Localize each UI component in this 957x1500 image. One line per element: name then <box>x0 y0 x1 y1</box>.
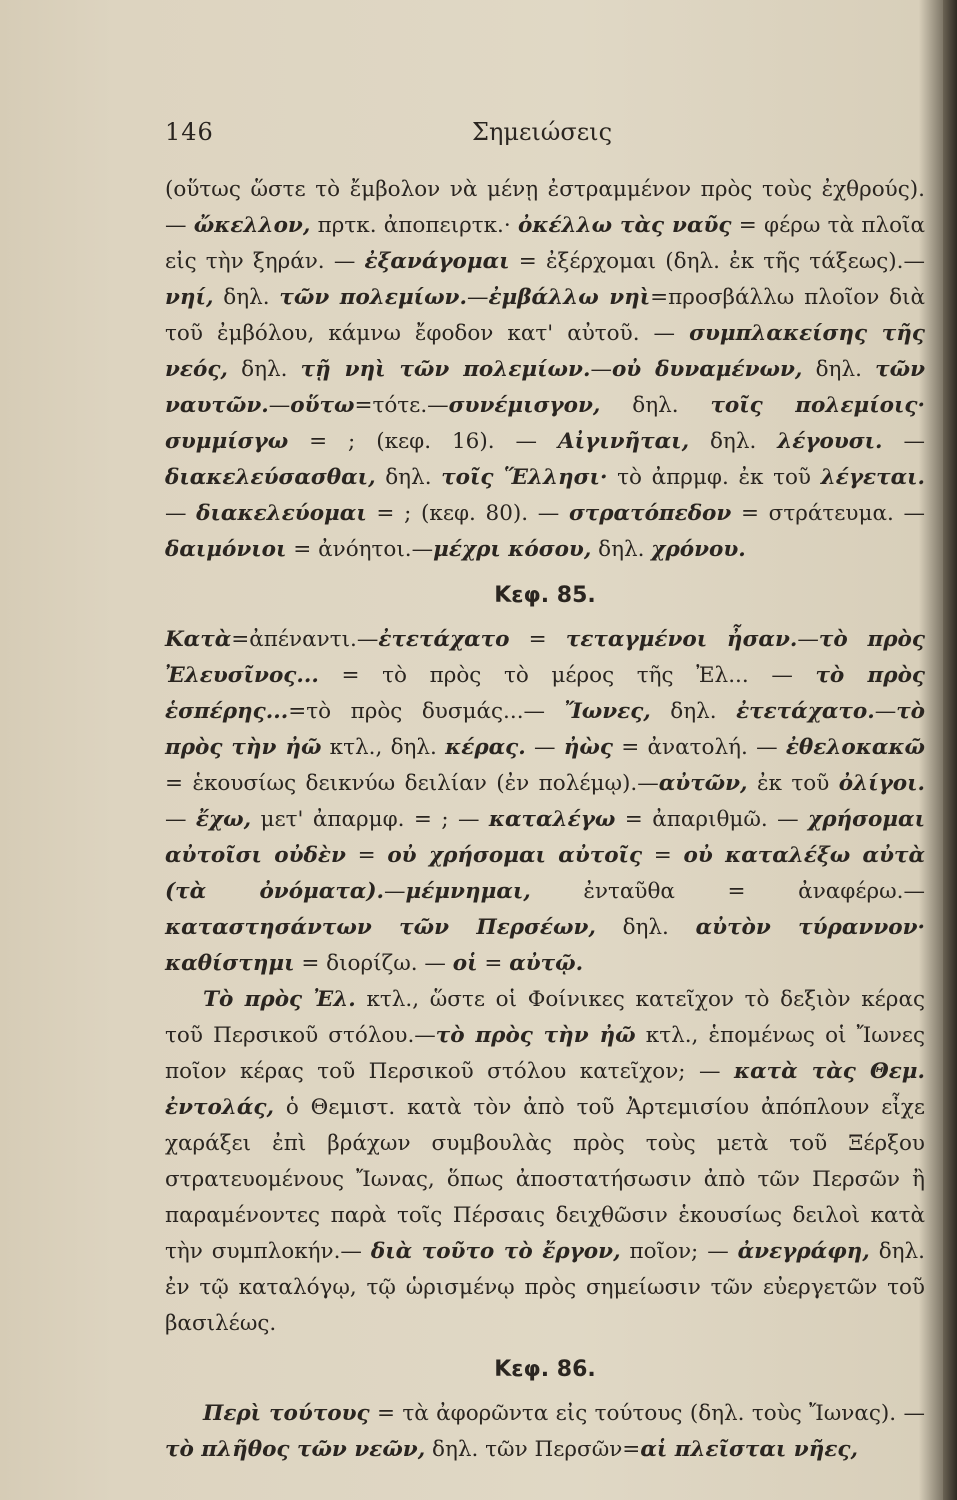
gloss-text: δηλ. <box>591 537 652 562</box>
gloss-text: — <box>874 699 897 724</box>
lemma-term: τὸ πρὸς τὴν ἠῶ <box>435 1023 636 1048</box>
lemma-term: ἐθελοκακῶ <box>785 735 926 760</box>
gloss-text: — <box>165 501 197 526</box>
gloss-text: (οὕτως ὥστε τὸ ἔμβολον νὰ μένῃ ἐστραμμένον πρὸς τοὺς ἐχθρούς). — <box>165 177 925 238</box>
gloss-text: — <box>384 879 406 904</box>
lemma-term: αὐτὸν τύραννον· καθίστημι <box>165 915 925 976</box>
lemma-term: Τὸ πρὸς Ἐλ. <box>203 987 356 1012</box>
lemma-term: ὀκέλλω τὰς ναῦς <box>517 213 732 238</box>
gloss-text: = τὰ ἀφορῶντα εἰς τούτους (δηλ. τοὺς Ἴωνας). — <box>369 1401 925 1426</box>
lemma-term: τὸ πρὸς τὴν ἠῶ <box>165 699 925 760</box>
gloss-text: = ἐξέρχομαι (δηλ. ἐκ τῆς τάξεως).— <box>509 249 925 274</box>
lemma-term: ὤκελλον, <box>193 213 311 238</box>
lemma-term: διὰ τοῦτο τὸ ἔργον, <box>370 1239 621 1264</box>
lemma-term: τὸ πρὸς ἑσπέρης... <box>165 663 926 724</box>
lemma-term: οὐ δυναμένων, <box>611 357 803 382</box>
lemma-term: κατὰ τὰς Θεμ. ἐντολάς, <box>165 1059 925 1120</box>
lemma-term: οἱ <box>452 951 478 976</box>
gloss-text: = διορίζω. — <box>294 951 453 976</box>
gloss-text: ποῖον; — <box>620 1239 738 1264</box>
gloss-text: κτλ., δηλ. <box>321 735 446 760</box>
lemma-term: οὐ καταλέξω αὐτὰ (τὰ ὀνόματα). <box>165 843 926 904</box>
gloss-text: — <box>882 429 925 454</box>
lemma-term: τῶν πολεμίων. <box>279 285 467 310</box>
lemma-term: τοῖς πολεμίοις· συμμίσγω <box>165 393 925 454</box>
lemma-term: τῶν ναυτῶν. <box>165 357 925 418</box>
gloss-text: δηλ. <box>689 429 778 454</box>
paragraph-1 <box>165 172 925 568</box>
gloss-text: δηλ. <box>802 357 876 382</box>
lemma-term: Ἴωνες, <box>564 699 651 724</box>
gloss-text: =ἀπέναντι.— <box>231 627 379 652</box>
chapter-heading-86: Κεφ. 86. <box>494 1357 596 1382</box>
lemma-term: τὸ πρὸς Ἐλευσῖνος... <box>165 627 925 688</box>
gloss-text: = ἑκουσίως δεικνύω δειλίαν (ἐν πολέμῳ).— <box>165 771 659 796</box>
gloss-text: δηλ. <box>227 357 301 382</box>
gloss-text: = ἀνόητοι.— <box>286 537 434 562</box>
gloss-text: ὁ Θεμιστ. κατὰ τὸν ἀπὸ τοῦ Ἀρτεμισίου ἀπόπλουν εἶχε χαράξει ἐπὶ βράχων συμβουλὰς πρὸς τοὺς μετὰ τοῦ Ξέρξου στρατευομένους Ἴωνας, ὅπως ἀποστατήσωσιν ἀπὸ τῶν Περσῶν ἢ παραμένοντες παρὰ τοῖς Πέρσαις δειχθῶσιν ἑκουσίως δειλοὶ κατὰ τὴν συμπλοκήν.— <box>165 1095 925 1264</box>
lemma-term: τοῖς Ἕλλησι· <box>441 465 608 490</box>
gloss-text: μετ' ἀπαρμφ. = ; — <box>251 807 489 832</box>
book-spine-shadow <box>943 0 957 1500</box>
gloss-text: = στράτευμα. — <box>731 501 925 526</box>
lemma-term: χρόνου. <box>651 537 746 562</box>
lemma-term: τὸ πλῆθος τῶν νεῶν, <box>165 1437 426 1462</box>
paragraph-4 <box>165 1396 925 1468</box>
lemma-term: αὐτῶν, <box>658 771 748 796</box>
lemma-term: συνέμισγον, <box>448 393 601 418</box>
lemma-term: διακελεύομαι <box>196 501 367 526</box>
lemma-term: ἐξανάγομαι <box>364 249 510 274</box>
lemma-term: συμπλακείσης τῆς νεός, <box>165 321 925 382</box>
gloss-text: τὸ ἀπρμφ. ἐκ τοῦ <box>607 465 821 490</box>
lemma-term: οὕτω <box>290 393 355 418</box>
gloss-text: = τὸ πρὸς τὸ μέρος τῆς Ἐλ... — <box>318 663 816 688</box>
lemma-term: τεταγμένοι ἦσαν. <box>565 627 798 652</box>
gloss-text: δηλ. ἐν τῷ καταλόγῳ, τῷ ὡρισμένῳ πρὸς σημείωσιν τῶν εὐεργετῶν τοῦ βασιλέως. <box>165 1239 926 1336</box>
gloss-text: — <box>525 735 564 760</box>
gloss-text: =τότε.— <box>354 393 449 418</box>
lemma-term: κέρας. <box>445 735 526 760</box>
lemma-term: τῇ νηὶ τῶν πολεμίων. <box>300 357 591 382</box>
gloss-text: ἐνταῦθα = ἀναφέρω.— <box>530 879 925 904</box>
gloss-text: — <box>466 285 489 310</box>
gloss-text: δηλ. <box>650 699 737 724</box>
lemma-term: δαιμόνιοι <box>165 537 287 562</box>
lemma-term: ἠὼς <box>563 735 613 760</box>
lemma-term: ἐτετάχατο <box>378 627 510 652</box>
lemma-term: καταστησάντων τῶν Περσέων, <box>165 915 596 940</box>
gloss-text: δηλ. τῶν Περσῶν= <box>425 1437 641 1462</box>
page-number: 146 <box>165 118 214 146</box>
lemma-term: στρατόπεδον <box>568 501 732 526</box>
lemma-term: καταλέγω <box>488 807 616 832</box>
lemma-term: αὐτῷ. <box>509 951 584 976</box>
lemma-term: διακελεύσασθαι, <box>165 465 376 490</box>
gloss-text: πρτκ. ἀποπειρτκ.· <box>310 213 518 238</box>
paragraph-3 <box>165 982 925 1342</box>
gloss-text: =προσβάλλω πλοῖον διὰ τοῦ ἐμβόλου, κάμνω ἔφοδον κατ' αὐτοῦ. — <box>165 285 925 346</box>
lemma-term: ὀλίγοι. <box>838 771 925 796</box>
gloss-text: =τὸ πρὸς δυσμάς...— <box>288 699 565 724</box>
lemma-term: Περὶ τούτους <box>203 1401 370 1426</box>
gloss-text: = <box>477 951 510 976</box>
lemma-term: χρήσομαι αὐτοῖσι οὐδὲν <box>165 807 925 868</box>
gloss-text: — <box>590 357 612 382</box>
gloss-text: δηλ. <box>600 393 711 418</box>
gloss-text: — <box>268 393 291 418</box>
gloss-text: = <box>345 843 388 868</box>
lemma-term: Κατὰ <box>165 627 232 652</box>
gloss-text: = ; (κεφ. 16). — <box>288 429 558 454</box>
lemma-term: οὐ χρήσομαι αὐτοῖς <box>387 843 643 868</box>
page-header <box>165 118 925 158</box>
notes-text <box>165 172 925 1468</box>
gloss-text: = ἀνατολή. — <box>612 735 786 760</box>
chapter-heading-85: Κεφ. 85. <box>494 583 596 608</box>
gloss-text: = <box>509 627 566 652</box>
gloss-text: — <box>165 807 196 832</box>
lemma-term: μέμνημαι, <box>405 879 531 904</box>
lemma-term: αἱ πλεῖσται νῆες, <box>640 1437 858 1462</box>
gloss-text: κτλ., ἑπομένως οἱ Ἴωνες ποῖον κέρας τοῦ Περσικοῦ στόλου κατεῖχον; — <box>165 1023 925 1084</box>
lemma-term: Αἰγινῆται, <box>557 429 690 454</box>
lemma-term: ἔχω, <box>195 807 252 832</box>
running-head: Σημειώσεις <box>472 118 613 146</box>
gloss-text: ἐκ τοῦ <box>747 771 839 796</box>
paragraph-2 <box>165 622 925 982</box>
gloss-text: κτλ., ὥστε οἱ Φοίνικες κατεῖχον τὸ δεξιὸν κέρας τοῦ Περσικοῦ στόλου.— <box>165 987 926 1048</box>
gloss-text: = ; (κεφ. 80). — <box>366 501 569 526</box>
lemma-term: ἐτετάχατο. <box>736 699 875 724</box>
gloss-text: = ἀπαριθμῶ. — <box>615 807 809 832</box>
lemma-term: νηί, <box>165 285 214 310</box>
gloss-text: — <box>797 627 819 652</box>
lemma-term: λέγουσι. <box>777 429 883 454</box>
gloss-text: = φέρω τὰ πλοῖα εἰς τὴν ξηράν. — <box>165 213 926 274</box>
gloss-text: δηλ. <box>595 915 696 940</box>
gloss-text: δηλ. <box>213 285 280 310</box>
lemma-term: ἐμβάλλω νηὶ <box>488 285 651 310</box>
gloss-text: = <box>642 843 684 868</box>
gloss-text: δηλ. <box>375 465 442 490</box>
lemma-term: ἀνεγράφη, <box>737 1239 870 1264</box>
lemma-term: μέχρι κόσου, <box>433 537 592 562</box>
lemma-term: λέγεται. <box>820 465 925 490</box>
